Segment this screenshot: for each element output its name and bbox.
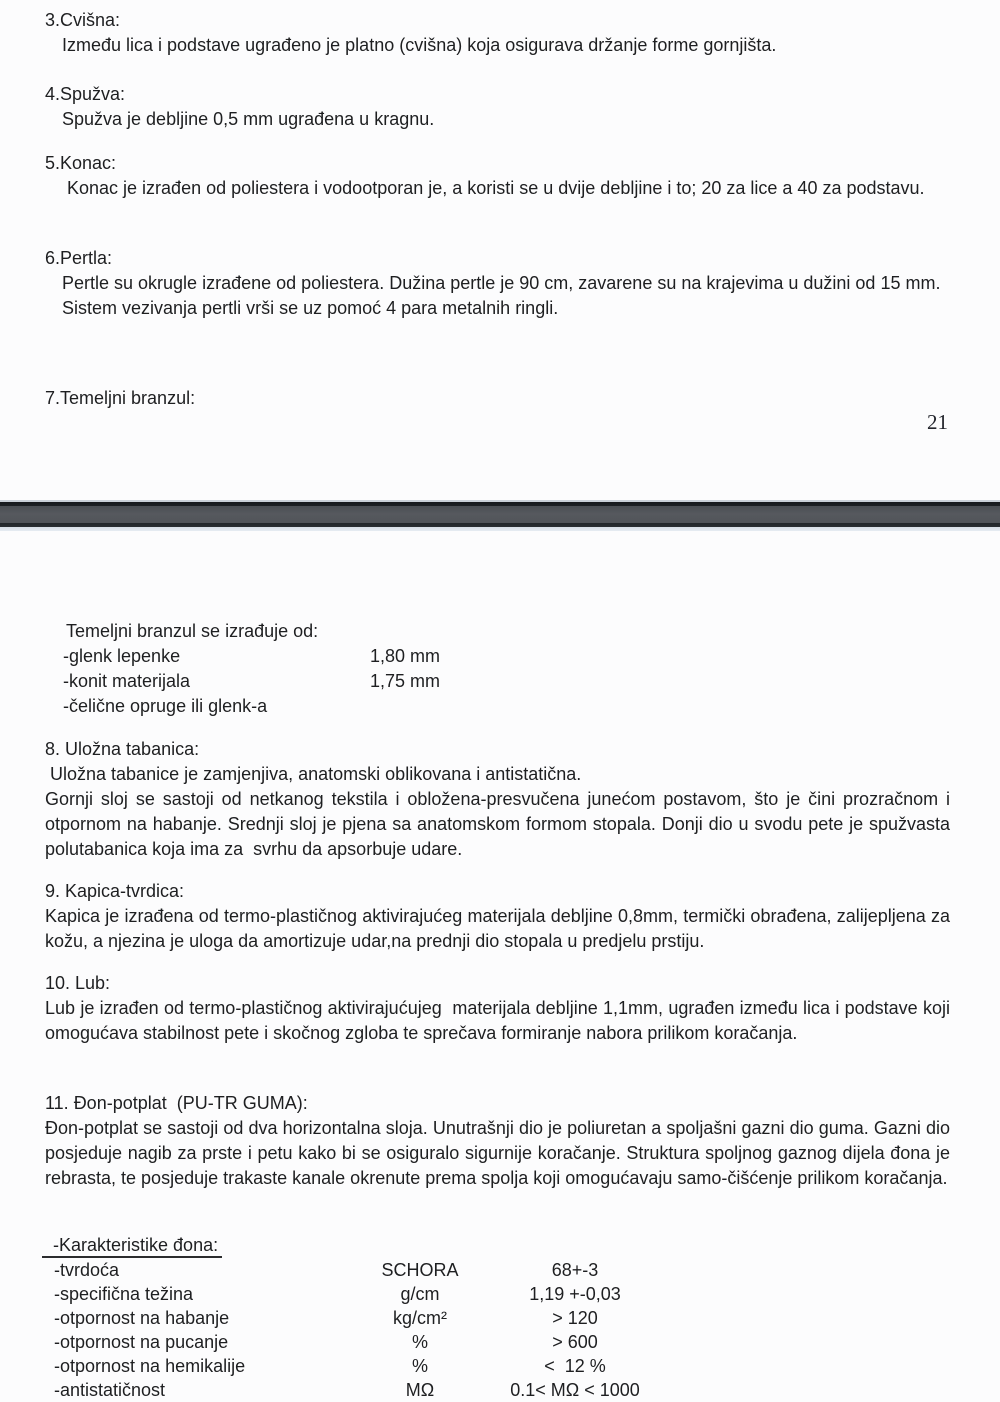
characteristic-value: > 600 bbox=[552, 1332, 598, 1352]
section-5 bbox=[45, 151, 950, 201]
section-10-heading: 10. Lub: bbox=[45, 973, 111, 993]
section-11-heading: 11. Đon-potplat (PU-TR GUMA): bbox=[45, 1093, 308, 1113]
branzul-item-value: 1,75 mm bbox=[370, 671, 441, 691]
section-11 bbox=[45, 1091, 956, 1191]
page-divider bbox=[0, 500, 1000, 531]
characteristic-value: < 12 % bbox=[544, 1356, 606, 1376]
characteristic-unit: g/cm bbox=[400, 1284, 440, 1304]
characteristics-row bbox=[42, 1258, 952, 1282]
characteristic-value: 0.1< MΩ < 1000 bbox=[510, 1380, 640, 1400]
characteristics-row bbox=[42, 1354, 952, 1378]
branzul-item bbox=[45, 644, 950, 669]
branzul-item-value: 1,80 mm bbox=[370, 646, 441, 666]
section-4-body: Spužva je debljine 0,5 mm ugrađena u kragnu. bbox=[62, 109, 435, 129]
section-7 bbox=[45, 386, 950, 411]
section-5-heading: 5.Konac: bbox=[45, 153, 117, 173]
characteristic-unit: % bbox=[411, 1356, 428, 1376]
characteristic-label: -otpornost na habanje bbox=[54, 1308, 230, 1328]
section-9-body: Kapica je izrađena od termo-plastičnog aktivirajućeg materijala debljine 0,8mm, termički obrađena, zalijepljena za kožu, a njezina je uloga da amortizuje udar,na prednji dio stopala u predjelu prstiju. bbox=[45, 906, 956, 951]
section-8-heading: 8. Uložna tabanica: bbox=[45, 739, 200, 759]
characteristics-table bbox=[42, 1233, 952, 1402]
section-4 bbox=[45, 82, 950, 132]
characteristic-label: -otpornost na pucanje bbox=[54, 1332, 229, 1352]
section-6-heading: 6.Pertla: bbox=[45, 248, 113, 268]
section-4-heading: 4.Spužva: bbox=[45, 84, 126, 104]
section-9-heading: 9. Kapica-tvrdica: bbox=[45, 881, 185, 901]
characteristic-value: 1,19 +-0,03 bbox=[529, 1284, 621, 1304]
characteristic-unit: MΩ bbox=[405, 1380, 435, 1400]
characteristic-unit: % bbox=[411, 1332, 428, 1352]
characteristics-row bbox=[42, 1306, 952, 1330]
section-5-body: Konac je izrađen od poliestera i vodootporan je, a koristi se u dvije debljine i to; 20 za lice a 40 za podstavu. bbox=[67, 178, 925, 198]
branzul-item-label: -čelične opruge ili glenk-a bbox=[63, 696, 268, 716]
characteristics-heading: -Karakteristike đona: bbox=[42, 1234, 222, 1258]
characteristics-row bbox=[42, 1378, 952, 1402]
characteristic-unit: SCHORA bbox=[381, 1260, 459, 1280]
section-10-body: Lub je izrađen od termo-plastičnog aktivirajućujeg materijala debljine 1,1mm, ugrađen između lica i podstave koji omogućava stabilnost pete i skočnog zgloba te sprečava formiranje nabora prilikom koračanja. bbox=[45, 998, 956, 1043]
characteristic-label: -antistatičnost bbox=[54, 1380, 166, 1400]
section-3-body: Između lica i podstave ugrađeno je platno (cvišna) koja osigurava držanje forme gornjišta. bbox=[62, 35, 777, 55]
branzul-item bbox=[45, 669, 950, 694]
section-8 bbox=[45, 737, 956, 862]
section-8-line1: Uložna tabanice je zamjenjiva, anatomski oblikovana i antistatična. bbox=[50, 764, 582, 784]
section-9 bbox=[45, 879, 956, 954]
section-7-heading: 7.Temeljni branzul: bbox=[45, 388, 196, 408]
characteristic-label: -otpornost na hemikalije bbox=[54, 1356, 246, 1376]
section-3 bbox=[45, 8, 950, 58]
section-6-body2: Sistem vezivanja pertli vrši se uz pomoć 4 para metalnih ringli. bbox=[62, 298, 559, 318]
characteristic-value: 68+-3 bbox=[551, 1260, 599, 1280]
section-6-body: Pertle su okrugle izrađene od poliestera. Dužina pertle je 90 cm, zavarene su na krajevima u dužini od 15 mm. bbox=[62, 273, 941, 293]
branzul-item bbox=[45, 694, 950, 719]
section-11-body: Đon-potplat se sastoji od dva horizontalna sloja. Unutrašnji dio je poliuretan a spoljašni gazni dio guma. Gazni dio posjeduje nagib za prste i petu kako bi se osiguralo sigurnije koračanje. Struktura spoljnog gaznog dijela đona je rebrasta, te posjeduje trakaste kanale okrenute prema spolja koji omogućavaju samo-čišćenje prilikom koračanja. bbox=[45, 1118, 956, 1188]
characteristic-label: -tvrdoća bbox=[54, 1260, 120, 1280]
characteristics-row bbox=[42, 1330, 952, 1354]
section-10 bbox=[45, 971, 956, 1046]
characteristic-label: -specifična težina bbox=[54, 1284, 194, 1304]
characteristics-row bbox=[42, 1282, 952, 1306]
section-8-body: Gornji sloj se sastoji od netkanog tekstila i obložena-presvučena junećom postavom, što je čini prozračnom i otpornom na habanje. Srednji sloj je pjena sa anatomskom formom stopala. Donji dio u svodu pete je spužvasta polutabanica koja ima za svrhu da apsorbuje udare. bbox=[45, 789, 956, 859]
characteristic-value: > 120 bbox=[552, 1308, 598, 1328]
section-3-heading: 3.Cvišna: bbox=[45, 10, 121, 30]
section-6 bbox=[45, 246, 950, 321]
branzul-item-label: -glenk lepenke bbox=[63, 646, 181, 666]
characteristic-unit: kg/cm² bbox=[393, 1308, 447, 1328]
branzul-intro: Temeljni branzul se izrađuje od: bbox=[66, 621, 319, 641]
page-number: 21 bbox=[927, 410, 948, 434]
branzul-item-label: -konit materijala bbox=[63, 671, 191, 691]
branzul-list bbox=[45, 619, 950, 719]
